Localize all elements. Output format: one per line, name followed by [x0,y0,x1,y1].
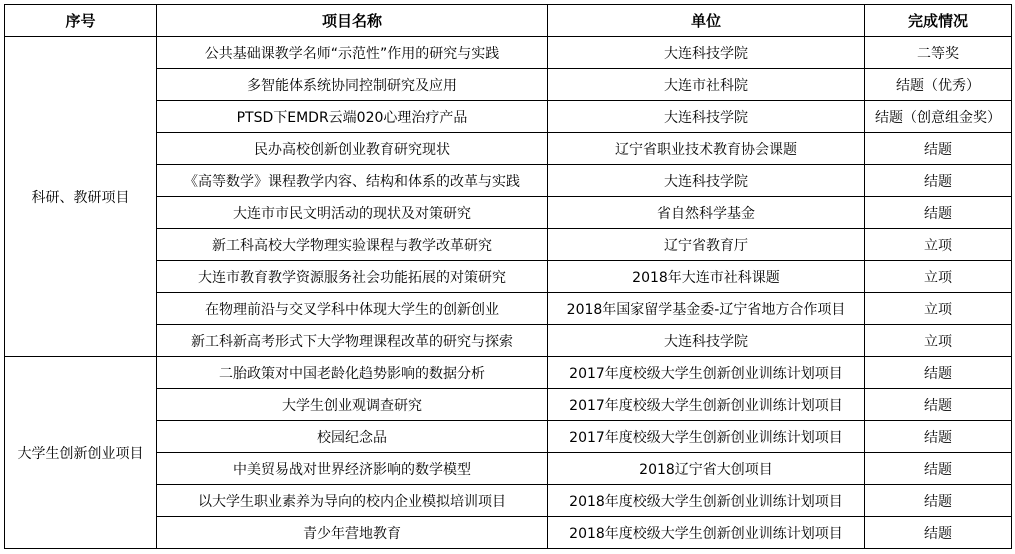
category-research: 科研、教研项目 [5,37,157,357]
project-unit: 辽宁省教育厅 [548,229,865,261]
table-row [5,37,1012,69]
project-name: 以大学生职业素养为导向的校内企业模拟培训项目 [157,485,548,517]
project-unit: 2017年度校级大学生创新创业训练计划项目 [548,357,865,389]
project-status: 结题（优秀） [865,69,1012,101]
project-name: 校园纪念品 [157,421,548,453]
table-row [5,229,1012,261]
project-name: 大学生创业观调查研究 [157,389,548,421]
project-name: 青少年营地教育 [157,517,548,549]
project-status: 立项 [865,261,1012,293]
project-name: 多智能体系统协同控制研究及应用 [157,69,548,101]
table-row [5,325,1012,357]
project-status: 结题 [865,357,1012,389]
table-row [5,389,1012,421]
project-name: 公共基础课教学名师“示范性”作用的研究与实践 [157,37,548,69]
project-unit: 2018年度校级大学生创新创业训练计划项目 [548,517,865,549]
table-row [5,517,1012,549]
header-project-name: 项目名称 [157,5,548,37]
table-row [5,261,1012,293]
project-name: 在物理前沿与交叉学科中体现大学生的创新创业 [157,293,548,325]
project-name: 《高等数学》课程教学内容、结构和体系的改革与实践 [157,165,548,197]
category-student-innovation: 大学生创新创业项目 [5,357,157,549]
project-unit: 大连科技学院 [548,37,865,69]
project-unit: 2017年度校级大学生创新创业训练计划项目 [548,421,865,453]
project-status: 立项 [865,293,1012,325]
project-unit: 大连科技学院 [548,325,865,357]
project-status: 二等奖 [865,37,1012,69]
table-row [5,453,1012,485]
project-status: 结题（创意组金奖） [865,101,1012,133]
table-row [5,485,1012,517]
table-row [5,69,1012,101]
project-name: 新工科高校大学物理实验课程与教学改革研究 [157,229,548,261]
table-row [5,293,1012,325]
table-row [5,357,1012,389]
project-status: 结题 [865,485,1012,517]
project-unit: 2018辽宁省大创项目 [548,453,865,485]
project-name: 中美贸易战对世界经济影响的数学模型 [157,453,548,485]
project-unit: 2017年度校级大学生创新创业训练计划项目 [548,389,865,421]
table-row [5,165,1012,197]
project-unit: 大连科技学院 [548,165,865,197]
project-unit: 辽宁省职业技术教育协会课题 [548,133,865,165]
table-row [5,197,1012,229]
projects-table [4,4,1012,549]
header-serial: 序号 [5,5,157,37]
header-row [5,5,1012,37]
project-status: 立项 [865,229,1012,261]
table-row [5,101,1012,133]
project-unit: 大连市社科院 [548,69,865,101]
project-name: 大连市教育教学资源服务社会功能拓展的对策研究 [157,261,548,293]
header-unit: 单位 [548,5,865,37]
table-row [5,421,1012,453]
project-status: 结题 [865,133,1012,165]
header-status: 完成情况 [865,5,1012,37]
project-unit: 2018年大连市社科课题 [548,261,865,293]
project-status: 结题 [865,197,1012,229]
project-status: 结题 [865,389,1012,421]
project-unit: 大连科技学院 [548,101,865,133]
project-status: 结题 [865,453,1012,485]
project-unit: 2018年度校级大学生创新创业训练计划项目 [548,485,865,517]
project-name: 二胎政策对中国老龄化趋势影响的数据分析 [157,357,548,389]
project-status: 立项 [865,325,1012,357]
project-status: 结题 [865,165,1012,197]
project-status: 结题 [865,421,1012,453]
project-unit: 2018年国家留学基金委-辽宁省地方合作项目 [548,293,865,325]
table-row [5,133,1012,165]
project-name: PTSD下EMDR云端020心理治疗产品 [157,101,548,133]
project-name: 大连市市民文明活动的现状及对策研究 [157,197,548,229]
project-name: 民办高校创新创业教育研究现状 [157,133,548,165]
project-name: 新工科新高考形式下大学物理课程改革的研究与探索 [157,325,548,357]
project-status: 结题 [865,517,1012,549]
project-unit: 省自然科学基金 [548,197,865,229]
